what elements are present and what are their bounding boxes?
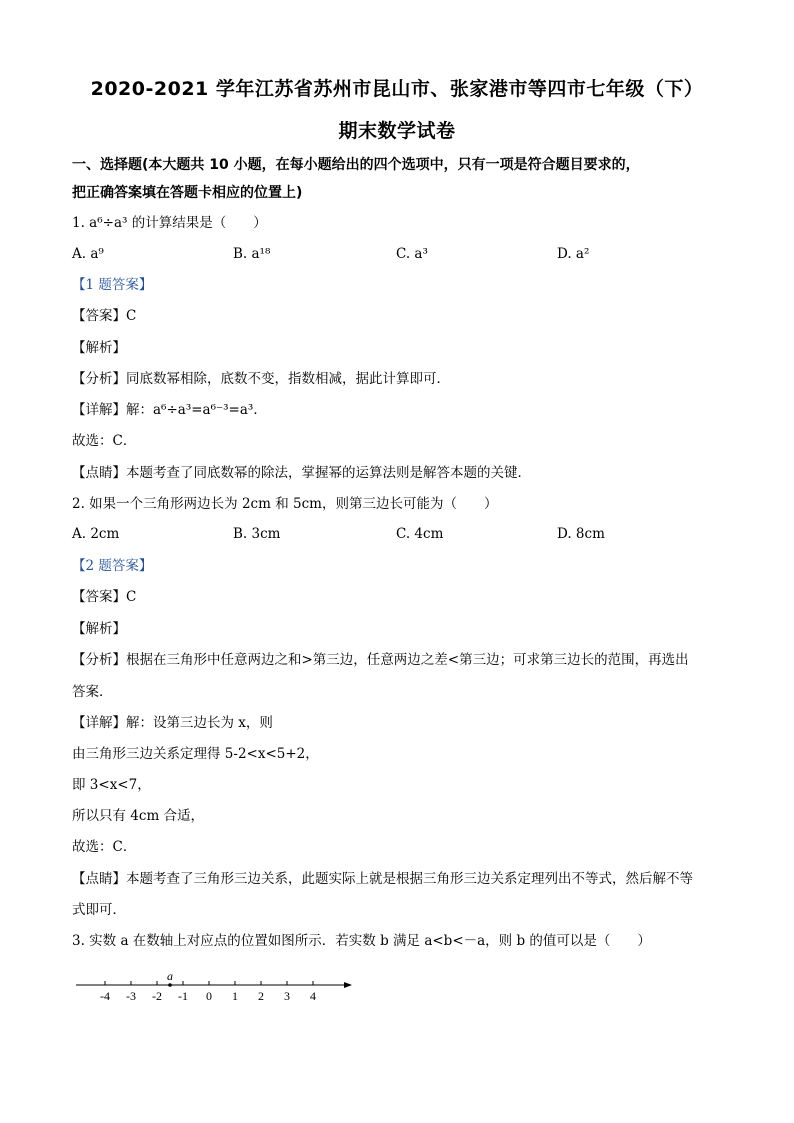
q1-option-d: D. a²: [557, 246, 590, 262]
number-line-arrow: [344, 982, 352, 988]
q1-analysis-tag: 【解析】: [72, 340, 126, 356]
q2-step2: 即 3<x<7，: [72, 777, 151, 793]
number-line-tick-label: 1: [232, 989, 238, 1003]
section-heading-line1: 一、选择题(本大题共 10 小题，在每小题给出的四个选项中，只有一项是符合题目要求的，: [72, 157, 640, 173]
q2-option-a: A. 2cm: [72, 526, 120, 542]
q2-answer-tag: 【2 题答案】: [72, 558, 153, 574]
q2-option-c: C. 4cm: [396, 526, 444, 542]
number-line-svg: [72, 965, 362, 1015]
q1-dianjing: 【点睛】本题考查了同底数幂的除法，掌握幂的运算法则是解答本题的关键．: [72, 465, 531, 481]
document-title-line1: 2020-2021 学年江苏省苏州市昆山市、张家港市等四市七年级（下）: [90, 78, 704, 100]
document-title-line2: 期末数学试卷: [338, 120, 456, 142]
q1-option-a: A. a⁹: [72, 246, 104, 262]
q1-answer-tag: 【1 题答案】: [72, 277, 153, 293]
q2-option-b: B. 3cm: [233, 526, 281, 542]
q2-step1: 由三角形三边关系定理得 5-2<x<5+2，: [72, 746, 319, 762]
q2-answer: 【答案】C: [72, 589, 137, 605]
q2-analysis-tag: 【解析】: [72, 621, 126, 637]
q2-dianjing-line2: 式即可．: [72, 902, 126, 918]
q1-answer: 【答案】C: [72, 308, 137, 324]
number-line-tick-label: 0: [206, 989, 212, 1003]
q1-option-c: C. a³: [396, 246, 428, 262]
number-line-tick-label: 3: [284, 989, 290, 1003]
section-heading-line2: 把正确答案填在答题卡相应的位置上): [72, 185, 303, 201]
q1-xiangjie: 【详解】解：a⁶÷a³=a⁶⁻³=a³．: [72, 402, 267, 418]
q2-option-d: D. 8cm: [557, 526, 605, 542]
q2-fenxi-line2: 答案．: [72, 684, 113, 700]
q2-fenxi-line1: 【分析】根据在三角形中任意两边之和>第三边，任意两边之差<第三边；可求第三边长的范围，再选出: [72, 652, 689, 668]
number-line-tick-label: -2: [152, 989, 162, 1003]
q2-choose: 故选：C．: [72, 839, 137, 855]
number-line-tick-label: 4: [310, 989, 316, 1003]
q1-fenxi: 【分析】同底数幂相除，底数不变，指数相减，据此计算即可．: [72, 371, 450, 387]
q2-dianjing-line1: 【点睛】本题考查了三角形三边关系，此题实际上就是根据三角形三边关系定理列出不等式，然后解不等: [72, 871, 693, 887]
number-line-point-a: [168, 983, 172, 987]
number-line-tick-label: -3: [126, 989, 136, 1003]
number-line-tick-label: -4: [100, 989, 110, 1003]
q1-option-b: B. a¹⁸: [233, 246, 271, 262]
number-line-tick-label: 2: [258, 989, 264, 1003]
q1-choose: 故选：C．: [72, 433, 137, 449]
number-line-point-label: a: [167, 969, 173, 983]
q1-stem: 1. a⁶÷a³ 的计算结果是（ ）: [72, 215, 267, 231]
number-line-tick-label: -1: [178, 989, 188, 1003]
number-line-figure: [72, 965, 362, 1015]
q2-step3: 所以只有 4cm 合适，: [72, 808, 205, 824]
q3-stem: 3. 实数 a 在数轴上对应点的位置如图所示．若实数 b 满足 a<b<－a，则 b 的值可以是（ ）: [72, 933, 651, 949]
q2-stem: 2. 如果一个三角形两边长为 2cm 和 5cm，则第三边长可能为（ ）: [72, 496, 498, 512]
q2-xiangjie: 【详解】解：设第三边长为 x，则: [72, 715, 273, 731]
